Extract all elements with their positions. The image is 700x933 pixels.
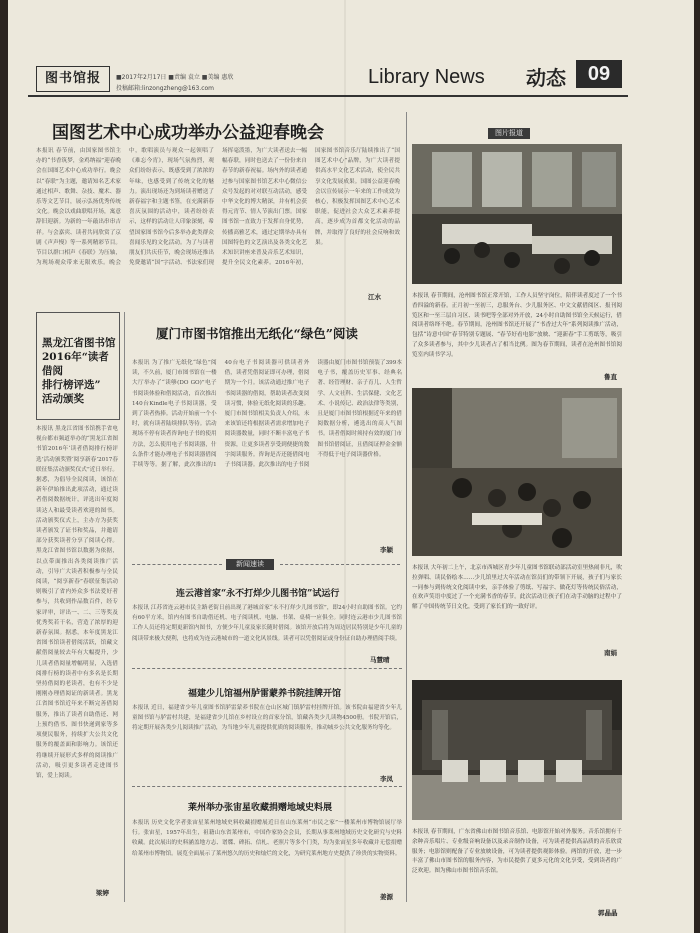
heilongjiang-headline-line: 活动颁奖 xyxy=(42,393,84,405)
foshan-caption-author: 郭晶晶 xyxy=(598,909,618,917)
xicheng-caption-author: 南娟 xyxy=(604,649,617,657)
fuzhou-author: 李凤 xyxy=(380,775,393,783)
photo-scene xyxy=(412,388,622,556)
heilongjiang-headline-line: 2016年“读者借阅 xyxy=(42,351,109,377)
heilongjiang-headline-line: 黑龙江省图书馆 xyxy=(42,337,116,349)
page-number: 09 xyxy=(576,60,622,88)
masthead-logo: 图书馆报 xyxy=(36,66,110,92)
news-separator xyxy=(132,668,402,669)
newspaper-page xyxy=(8,0,694,933)
news-bar-rule-right xyxy=(280,564,400,565)
lianyungang-author: 马慧晴 xyxy=(370,656,390,664)
lianyungang-headline: 连云港首家“永不打烊少儿图书馆”试运行 xyxy=(176,589,340,599)
laizhou-author: 姜源 xyxy=(380,893,393,901)
xiamen-headline: 厦门市图书馆推出无纸化“绿色”阅读 xyxy=(156,326,358,341)
photo-scene xyxy=(412,144,622,284)
foshan-caption: 本报讯 春节期间，广东省佛山市图书馆音乐馆、电影馆开始对外服务。音乐馆拥有千余种音乐唱片、专业级音响设备以及录音制作设备，可为读者提供高品质的音乐欣赏服务；电影馆则配备了专业放映设备，可为读者提供观影体验。两馆的开放，进一步丰富了佛山市图书馆的服务内容，为市民提供了更多元化的文化享受，受到读者的广泛欢迎。图为佛山市图书馆音乐馆。 xyxy=(412,829,622,875)
photo-report-tag: 图片报道 xyxy=(488,128,530,139)
column-divider xyxy=(406,112,407,902)
foshan-music-hall-photo xyxy=(412,680,622,820)
fuzhou-headline: 福建少儿馆福州胪雷蒙养书院挂牌开馆 xyxy=(188,689,342,699)
cangzhou-library-photo xyxy=(412,144,622,284)
xiamen-body: 本报讯 为了推广无纸化“绿色”阅读，不久前，厦门市图书馆在一楼大厅举办了“读够(DO GO)”电子书阅读体验和借阅活动，首次推出140台Kindle电子书阅读器，受到了读者热捧。活动开始前一个小时，就有读者陆续排队等待。活动现场不停有读者咨询电子书的使用方法，怎么使用电子书阅读器，什么条件才能办理电子书阅读器借阅手续等等。据了解，此次推出的140台电子书阅读器可供读者外借，读者凭借阅证即可办理，借阅期为一个月。该活动通过推广电子书阅读器的借阅，帮助读者改变阅读习惯，体验无纸化阅读的乐趣。厦门市图书馆相关负责人介绍，未来该馆还将根据读者需求增加电子阅读器数量，同时不断丰富电子书资源，让更多读者享受到便捷的数字阅读服务。咨询是否还能借阅电子书阅读器。此次推出的电子书阅读器由厦门市图书馆预装了399本电子书，覆盖历史军事、经典名著、经管理财、亲子育儿、人生哲学、人文社科、生活保健、文化艺术、小说传记、政治法律等类别，且是厦门市图书馆根据近年来的借阅数据分析，遴选出的高人气图书。读者借阅时须持有效的厦门市图书馆借阅证，且借阅证押金金额不得低于电子阅读器价格。 xyxy=(132,360,402,469)
laizhou-headline: 莱州举办张宙星收藏捐赠地域史料展 xyxy=(188,803,333,813)
laizhou-body: 本报讯 历史文化学者张宙星莱州地域史料收藏捐赠展近日在山东莱州“市民之家”一楼莱州市博物馆展厅举行。张宙星，1957年出生，祖籍山东省莱州市，中国作家协会会员，长期从事莱州地域历史文化研究与史料收藏。此次展出的史料涵盖地方志、谱牒、碑拓、信札、老照片等多个门类，均为张宙星多年收藏并无偿捐赠给莱州市博物馆。展览全面展示了莱州悠久的历史和灿烂的文化，为研究莱州地方史提供了珍贵的实物资料。 xyxy=(132,820,402,857)
heilongjiang-headline xyxy=(42,336,116,406)
news-separator xyxy=(132,786,402,787)
section-title-en: Library News xyxy=(368,66,485,88)
art-show-headline: 国图艺术中心成功举办公益迎春晚会 xyxy=(52,123,324,143)
fuzhou-body: 本报讯 近日，福建省少年儿童图书馆胪雷蒙养书院在仓山区城门镇胪雷村挂牌开馆。该书院由福建省少年儿童图书馆与胪雷村共建，是福建省少儿馆在乡村设立的首家分馆，馆藏各类少儿读物4500册。书院开馆后，将定期开展各类少儿阅读推广活动，为当地少年儿童提供优质的阅读服务，推动城乡公共文化服务均等化。 xyxy=(132,705,402,732)
masthead-email: 投稿邮箱:linzongzheng@163.com xyxy=(116,85,215,92)
art-show-author: 江水 xyxy=(368,293,381,301)
lianyungang-body: 本报讯 江苏省连云港市民主路老街日前出现了港城首家“永不打烊少儿图书馆”，即24小时自助图书馆。它约有60平方米，馆内有图书自助借还机、电子阅读机、电脑、书架、桌椅一应俱全。同时连云港市少儿图书馆工作人员还将定期更新馆内图书，方便少年儿童及家长随时借阅。该馆开放后将为周边居民特别是少年儿童的阅读带来极大便利，也将成为连云港城市的一道文化风景线。读者可以凭借阅证或身份证自助办理借阅手续。 xyxy=(132,605,402,642)
section-title-cn: 动态 xyxy=(526,66,566,90)
cangzhou-caption: 本报讯 春节期间，沧州图书馆正常开馆，工作人员坚守岗位，陪伴读者度过了一个书香四溢的新春。正月初一至初三，总服务台、少儿服务区、中文文献借阅区、报刊阅览区和一至三层自习区、读书吧等全部对外开放，24小时自助图书馆全天候运行，借阅读者络绎不绝。春节期间，沧州图书馆还开展了“书香过大年”系列阅读推广活动，包括“诗意中国”春节特别专题展、“春节好看电影”放映、“迎新春”手工剪纸等，吸引了众多读者参与，其中少儿读者占了相当比例。图为春节期间，读者在沧州图书馆阅览室内读书学习。 xyxy=(412,293,622,358)
art-show-body: 本报讯 春节前，由国家图书馆主办的“书香筑梦，金鸡纳福”迎春晚会在国图艺术中心成功举行。晚会以“春联”为主题，邀请知名艺术家通过相声、歌舞、杂技、魔术、器乐等文艺节目，展示弘扬优秀传统文化。晚会以戏曲联唱开场，寓意辞旧迎新。为新的一年敲出串串吉祥。与会嘉宾、读者共同欣赏了京剧《声声慢》等一系列精彩节目。节目以群口相声《春联》为压轴，为现场观众带来无限欢乐。晚会中，歌唱演员与观众一起领唱了《难忘今宵》，现场气氛热烈，观众们纷纷表示，既感受到了浓浓的年味，也感受到了传统文化的魅力。演出现场还为到场读者赠送了新春福字和主题书签，在充满新春喜庆氛围的活动中，读者纷纷表示，这样的活动让人印象深刻，希望国家图书馆今后多举办此类群众喜闻乐见的文化活动。为了与读者朋友们共庆佳节，晚会现场还推出免费邀请“国”字活动、书法家们现场挥毫泼墨，为广大读者送去一幅幅春联，同时也送去了一份份来自春节的新春祝福。场内外的读者通过参与国家图书馆艺术中心微信公众号发起的对对联互动活动，感受中华文化的博大精深，并有机会获得元宵节、情人节演出门票。国家图书馆一直致力于发挥自身优势，传播高雅艺术，通过定期举办具有国图特色的文艺演出及各类文化艺术知识讲座来普及音乐艺术知识，提升全民文化素养。2016年初，国家图书馆音乐厅陆续推出了“国图艺术中心”品牌，为广大读者提供高水平文化艺术活动，使全民共享文化发展成果。国图公益迎春晚会以宣传展示一年来的工作成效为核心，积极发挥国图艺术中心艺术职能，促进社会大众艺术素养提高，逐步成为首都文化活动的品牌，并取得了良好的社会反响和效果。 xyxy=(36,148,400,267)
masthead-rule xyxy=(28,95,628,97)
column-divider xyxy=(124,312,125,902)
masthead-date-line: ■2017年2月17日 ■责编 袁立 ■美编 惠欣 xyxy=(116,74,234,81)
news-bar-tag: 新闻速读 xyxy=(226,559,274,570)
xicheng-caption: 本报讯 大年初二上午，北京市西城区青少年儿童图书馆联动部活动室里热闹非凡，吹拉弹唱、读民俗绘本……少儿馆里过大年活动在馆员们的带领下开展，孩子们与家长一同参与到传统文化阅读中来，亲手体验了剪纸、写福字、做花灯等传统民俗活动，在欢声笑语中度过了一个充满书香的春节。此次活动让孩子们在动手动脑的过程中了解了中国传统节日文化，受到了家长们的一致好评。 xyxy=(412,565,622,611)
xicheng-children-photo xyxy=(412,388,622,556)
heilongjiang-body: 本报讯 黑龙江省图书馆携手省电视台都市频道举办的“黑龙江省图书馆2016年‘读者借阅排行榜评选’活动颁奖暨‘阅享新春’2017春联征集活动颁奖仪式”近日举行。据悉，为倡导全民阅读，该馆在新年伊始推出此项活动，通过读者借阅数据统计，评选出年度阅读达人和最受读者欢迎的图书。活动颁奖仪式上，主办方为获奖读者颁发了证书和奖品，并邀请部分获奖读者分享了阅读心得。黑龙江省图书馆以数据为依据，以点带面推出各类阅读推广活动，引导广大读者积极参与全民阅读，“阅享新春”春联征集活动则吸引了省内外众多书法爱好者参与，共收到作品数百件，经专家评审，评出一、二、三等奖及优秀奖若干名，营造了浓厚的迎新春氛围。据悉，本年度黑龙江省图书馆读者借阅活跃，馆藏文献借阅量较去年有大幅提升，少儿读者借阅量增幅明显，入选借阅排行榜的读者中有多名是长期坚持借阅的老读者，也有不少是刚刚办理借阅证的新读者。黑龙江省图书馆近年来不断完善借阅服务，推出了读者自助借还、网上预约借书、图书快递到家等多项便民服务，持续扩大公共文化服务的覆盖面和影响力。该馆还将继续开展形式多样的阅读推广活动，吸引更多读者走进图书馆，爱上阅读。 xyxy=(36,426,118,779)
xiamen-author: 李颖 xyxy=(380,546,393,554)
photo-scene xyxy=(412,680,622,820)
news-bar-rule-left xyxy=(132,564,222,565)
heilongjiang-author: 梁婷 xyxy=(96,889,109,897)
cangzhou-caption-author: 鲁直 xyxy=(604,373,617,381)
heilongjiang-headline-line: 排行榜评选” xyxy=(42,379,101,391)
